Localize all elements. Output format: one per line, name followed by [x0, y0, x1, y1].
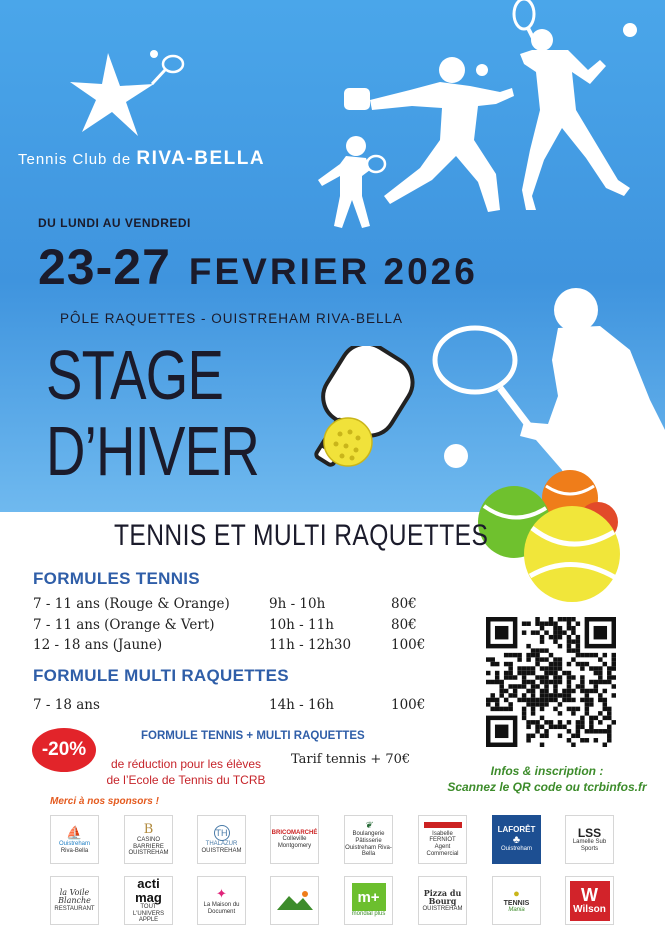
- combo-title: FORMULE TENNIS + MULTI RAQUETTES: [141, 730, 365, 742]
- sponsor-main: TENNIS: [503, 899, 530, 907]
- row-price: 100€: [391, 637, 426, 653]
- reduction-line2: de l’Ecole de Tennis du TCRB: [106, 772, 266, 787]
- dates-text: 23-27: [38, 239, 171, 295]
- club-prefix: Tennis Club de: [18, 151, 137, 168]
- row-price: 80€: [391, 617, 417, 633]
- sponsor-logo: [50, 876, 99, 925]
- reduction-text: [86, 757, 286, 788]
- dates-line: [38, 238, 478, 300]
- sponsor-main: Wilson: [573, 904, 606, 915]
- qr-code-icon[interactable]: [486, 617, 616, 747]
- row-age: 7 - 11 ans (Rouge & Orange): [33, 596, 230, 612]
- sponsor-logo: [418, 815, 467, 864]
- thalazur-icon: TH: [214, 825, 230, 841]
- wilson-w-icon: W: [581, 885, 598, 905]
- discount-badge: -20%: [32, 728, 96, 772]
- sponsor-sub: Ouistreham Riva-Bella: [345, 844, 392, 858]
- sponsor-sub: OUISTREHAM: [201, 847, 242, 854]
- tennis-balls-icon: [474, 466, 624, 606]
- subtitle: TENNIS ET MULTI RAQUETTES: [114, 519, 489, 552]
- sponsor-main: Ouistreham: [58, 840, 90, 847]
- sponsors-thanks: Merci à nos sponsors !: [50, 796, 159, 807]
- info-line2: Scannez le QR code ou tcrbinfos.fr: [447, 780, 647, 795]
- sponsor-logo: [565, 876, 614, 925]
- sponsor-main: Pizza du Bourg: [423, 887, 462, 907]
- row-time: 9h - 10h: [269, 596, 326, 612]
- agent-banner-icon: [424, 822, 462, 828]
- row-age: 12 - 18 ans (Jaune): [33, 637, 163, 653]
- sponsor-logo: [270, 876, 319, 925]
- sponsor-sub: Lamelle Sub Sports: [572, 839, 607, 852]
- row-time: 10h - 11h: [269, 617, 334, 633]
- sponsor-main: Boulangerie Pâtisserie: [352, 831, 385, 844]
- sponsor-sub: Mania: [508, 906, 525, 913]
- sponsor-sub: RESTAURANT: [54, 905, 95, 912]
- row-price: 100€: [391, 697, 426, 713]
- row-age: 7 - 11 ans (Orange & Vert): [33, 617, 215, 633]
- sponsor-main: BRICOMARCHÉ: [271, 829, 318, 836]
- sponsor-sub: Colleville Montgomery: [277, 836, 312, 849]
- club-name-big: RIVA-BELLA: [136, 148, 266, 169]
- sponsor-sub: Riva-Bella: [60, 847, 89, 854]
- reduction-line1: de réduction pour les élèves: [110, 757, 262, 771]
- sponsor-logo: [565, 815, 614, 864]
- info-text: [432, 763, 662, 795]
- venue-text: PÔLE RAQUETTES - OUISTREHAM RIVA-BELLA: [60, 311, 404, 326]
- sponsor-logo: [197, 876, 246, 925]
- sponsor-main: acti mag: [135, 876, 162, 905]
- sponsor-logo: [418, 876, 467, 925]
- title-line2: D’HIVER: [46, 412, 259, 490]
- sailboat-icon: ⛵: [66, 824, 83, 840]
- row-age: 7 - 18 ans: [33, 697, 100, 713]
- sponsor-logo: [50, 815, 99, 864]
- tarif-text: Tarif tennis + 70€: [291, 752, 411, 767]
- row-price: 80€: [391, 596, 417, 612]
- pickleball-paddle-icon: [290, 346, 435, 476]
- period-text: DU LUNDI AU VENDREDI: [38, 216, 191, 230]
- sponsor-main: LAFORÊT: [497, 825, 536, 834]
- sponsor-main: LSS: [577, 825, 602, 840]
- sponsor-logo: [492, 815, 541, 864]
- sponsor-main: La Maison du Document: [203, 901, 240, 915]
- sponsor-main: m+: [352, 883, 386, 911]
- formules-tennis-title: FORMULES TENNIS: [33, 569, 200, 588]
- sponsor-sub: Agent Commercial: [426, 844, 459, 857]
- row-time: 14h - 16h: [269, 697, 334, 713]
- club-name: [18, 148, 265, 170]
- bakery-icon: ❦: [364, 821, 373, 832]
- sponsor-sub: OUISTREHAM: [422, 905, 463, 912]
- sponsor-main: la Voile Blanche: [58, 887, 91, 906]
- sponsor-logo: [344, 815, 393, 864]
- club-logo-star-icon: [68, 48, 188, 143]
- sponsor-logo: [197, 815, 246, 864]
- tennis-ball-icon: ●: [513, 887, 520, 900]
- sponsor-logo: [124, 876, 173, 925]
- sponsor-sub: OUISTREHAM: [128, 850, 169, 857]
- sponsor-logo: [124, 815, 173, 864]
- landscape-icon: [275, 888, 315, 914]
- row-time: 11h - 12h30: [269, 637, 352, 653]
- info-line1: Infos & inscription :: [490, 764, 604, 778]
- sponsor-sub: Ouistreham: [500, 846, 532, 853]
- sponsor-logo: [270, 815, 319, 864]
- bird-icon: ✦: [216, 885, 227, 901]
- sponsor-sub: TOUT L'UNIVERS APPLE: [132, 904, 165, 924]
- sponsor-main: CASINO BARRIERE: [133, 837, 164, 850]
- sponsor-logo: [344, 876, 393, 925]
- month-year-text: FEVRIER 2026: [188, 251, 478, 292]
- formule-multi-title: FORMULE MULTI RAQUETTES: [33, 666, 289, 685]
- casino-b-icon: B: [143, 822, 154, 838]
- title-line1: STAGE: [46, 336, 224, 414]
- sponsor-sub: mondial plus: [351, 911, 386, 918]
- sponsor-main: THALAZUR: [205, 840, 238, 847]
- tree-icon: ♣: [512, 834, 521, 847]
- sponsor-logo: [492, 876, 541, 925]
- sponsor-main: Isabelle FERNIOT: [429, 830, 456, 844]
